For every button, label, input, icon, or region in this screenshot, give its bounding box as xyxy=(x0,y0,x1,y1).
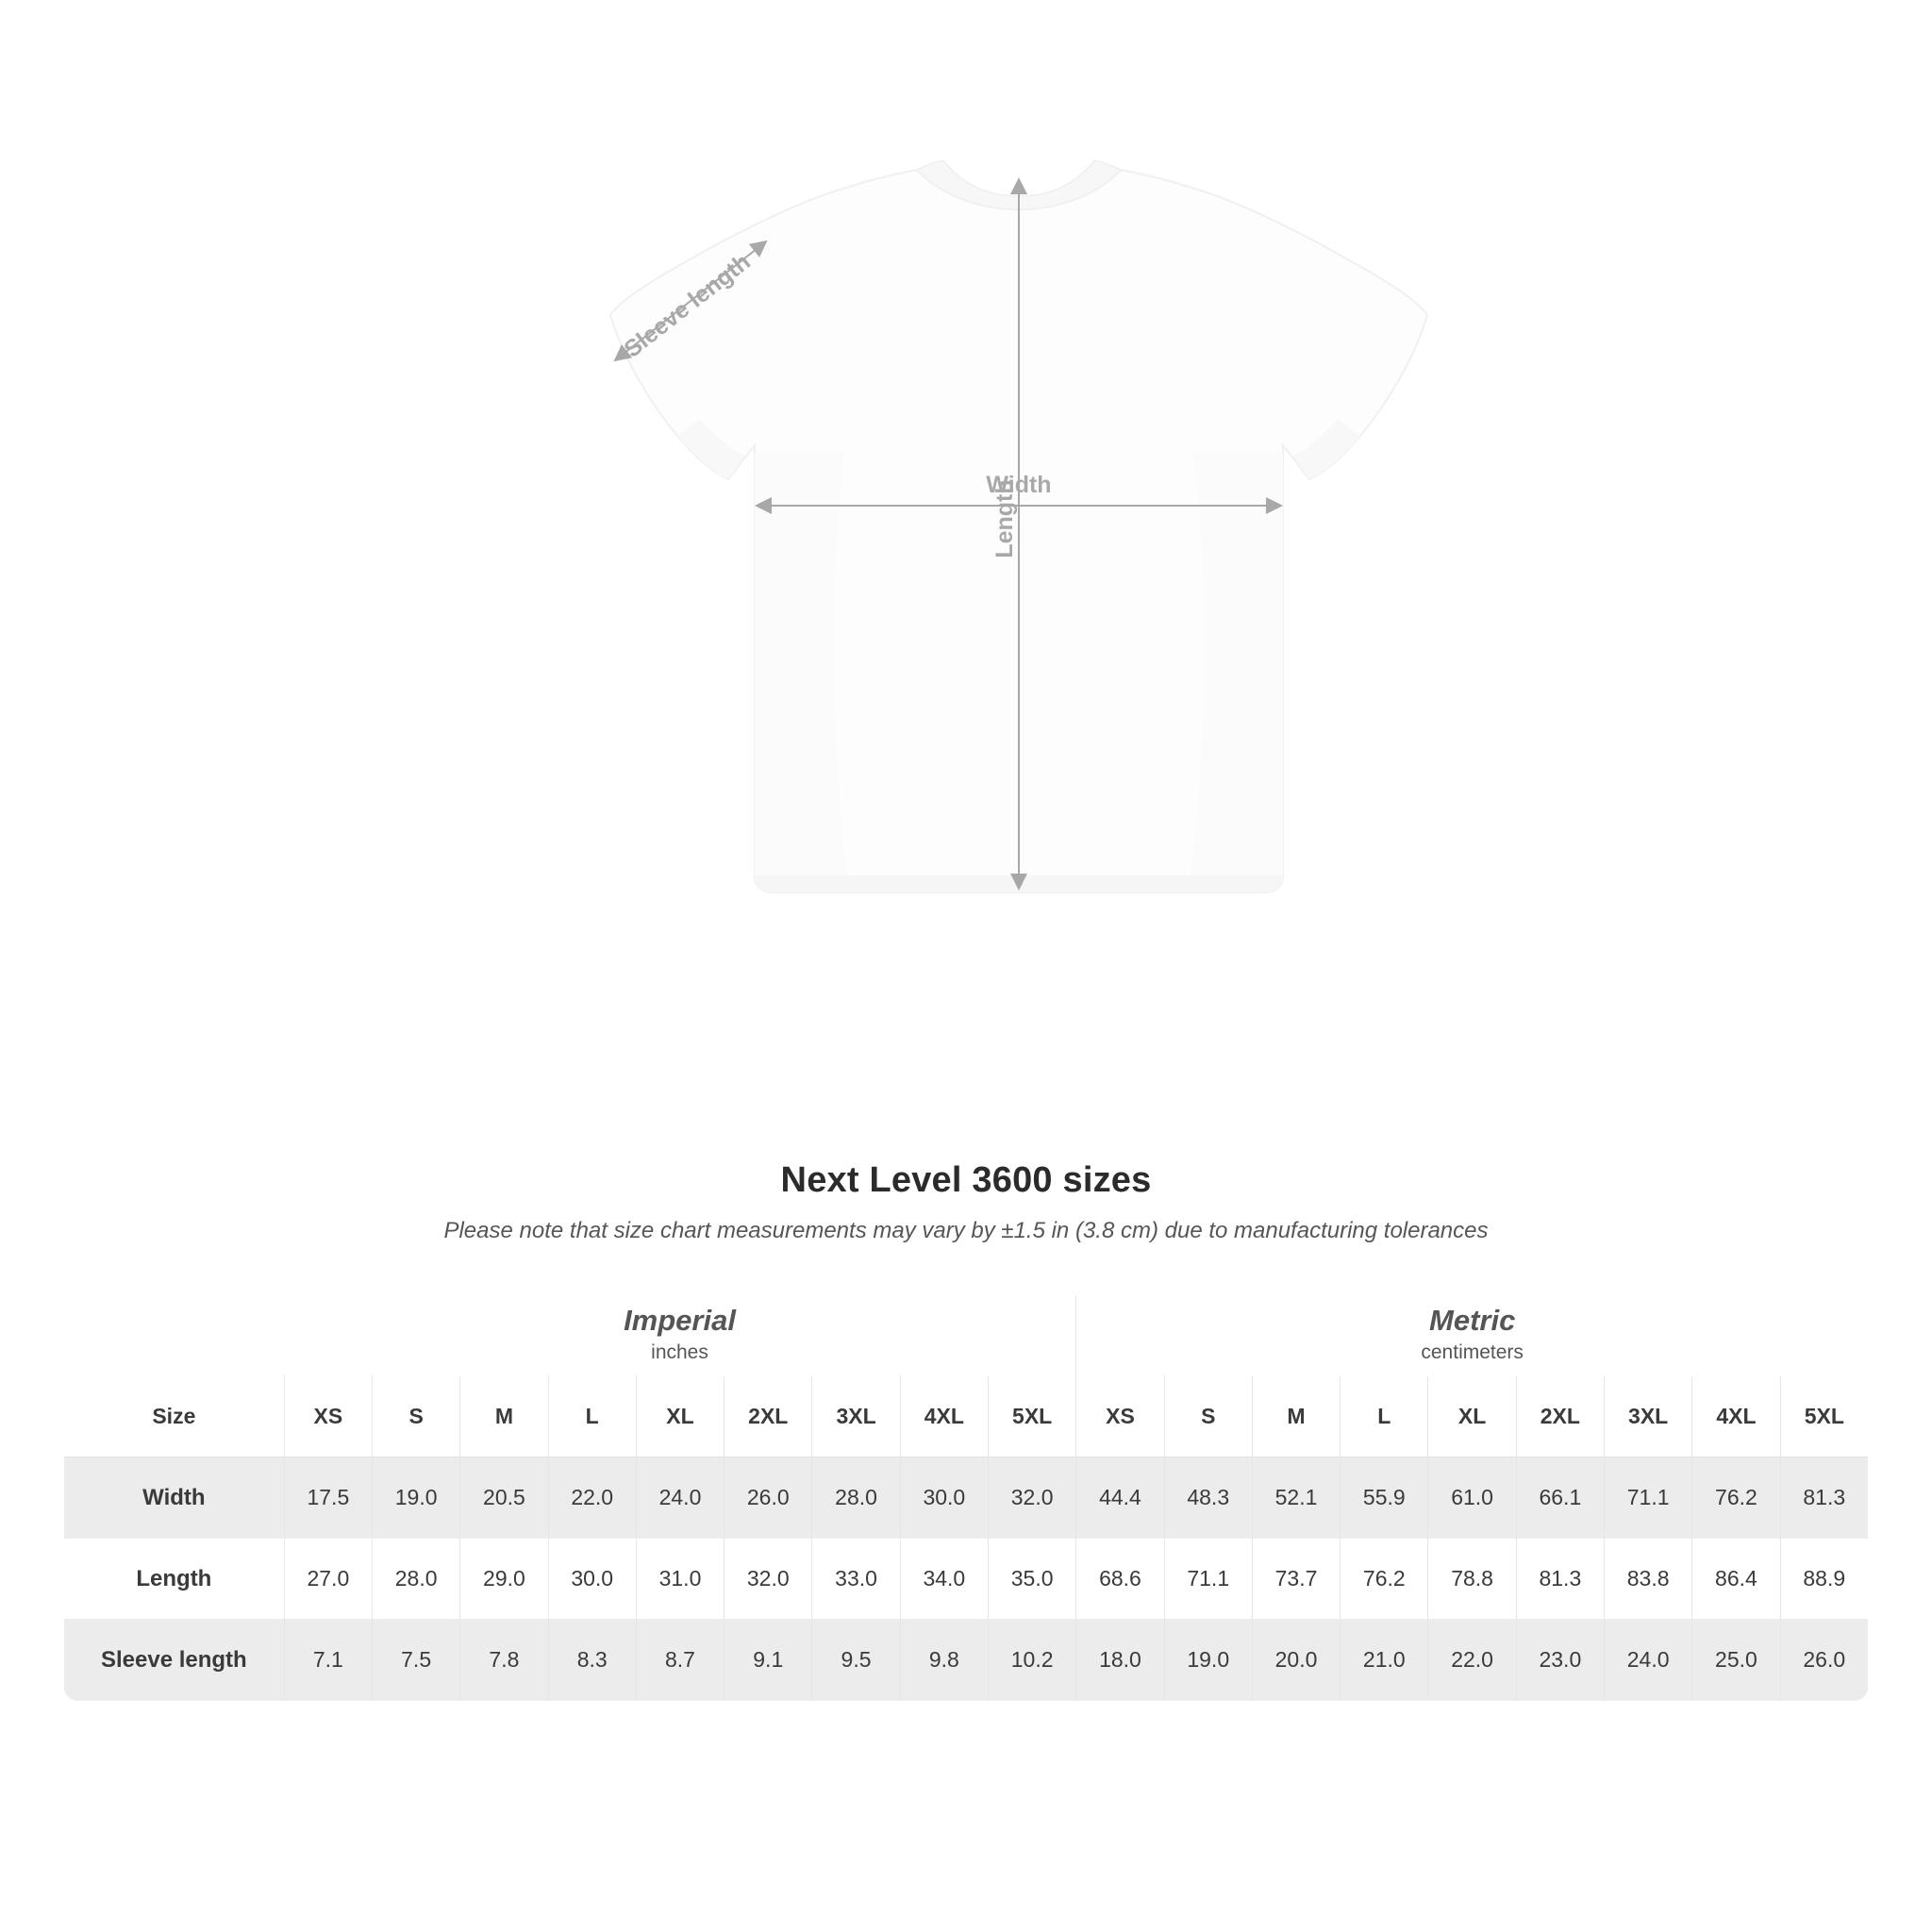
cell-width-2: 20.5 xyxy=(459,1457,547,1539)
unit-group-imperial xyxy=(284,1295,1076,1376)
size-col-m-metric: M xyxy=(1252,1376,1340,1457)
cell-sleeve-7: 9.8 xyxy=(900,1620,988,1701)
cell-width-6: 28.0 xyxy=(811,1457,899,1539)
cell-length-5: 32.0 xyxy=(724,1539,811,1620)
cell-length-14: 81.3 xyxy=(1516,1539,1604,1620)
size-col-l-imperial: L xyxy=(548,1376,636,1457)
cell-length-6: 33.0 xyxy=(811,1539,899,1620)
cell-length-3: 30.0 xyxy=(548,1539,636,1620)
cell-width-4: 24.0 xyxy=(636,1457,724,1539)
cell-length-11: 73.7 xyxy=(1252,1539,1340,1620)
cell-sleeve-2: 7.8 xyxy=(459,1620,547,1701)
cell-sleeve-13: 22.0 xyxy=(1427,1620,1515,1701)
size-col-2xl-imperial: 2XL xyxy=(724,1376,811,1457)
unit-header-row xyxy=(64,1295,1868,1376)
cell-sleeve-3: 8.3 xyxy=(548,1620,636,1701)
cell-length-1: 28.0 xyxy=(372,1539,459,1620)
cell-length-7: 34.0 xyxy=(900,1539,988,1620)
cell-length-13: 78.8 xyxy=(1427,1539,1515,1620)
cell-width-3: 22.0 xyxy=(548,1457,636,1539)
size-col-l-metric: L xyxy=(1340,1376,1427,1457)
cell-sleeve-4: 8.7 xyxy=(636,1620,724,1701)
size-table-wrapper xyxy=(64,1295,1868,1701)
cell-length-9: 68.6 xyxy=(1075,1539,1163,1620)
length-label: Length xyxy=(991,479,1018,558)
cell-width-14: 66.1 xyxy=(1516,1457,1604,1539)
cell-width-0: 17.5 xyxy=(284,1457,372,1539)
cell-width-15: 71.1 xyxy=(1604,1457,1691,1539)
cell-length-4: 31.0 xyxy=(636,1539,724,1620)
size-col-5xl-imperial: 5XL xyxy=(988,1376,1075,1457)
size-col-s-imperial: S xyxy=(372,1376,459,1457)
cell-length-16: 86.4 xyxy=(1691,1539,1779,1620)
unit-group-imperial-name: Imperial xyxy=(624,1304,736,1338)
cell-sleeve-1: 7.5 xyxy=(372,1620,459,1701)
size-col-3xl-metric: 3XL xyxy=(1604,1376,1691,1457)
size-col-4xl-imperial: 4XL xyxy=(900,1376,988,1457)
page-title: Next Level 3600 sizes xyxy=(780,1160,1152,1200)
table-row xyxy=(64,1539,1868,1620)
unit-group-imperial-sub: inches xyxy=(651,1341,708,1364)
cell-sleeve-5: 9.1 xyxy=(724,1620,811,1701)
cell-sleeve-16: 25.0 xyxy=(1691,1620,1779,1701)
cell-sleeve-6: 9.5 xyxy=(811,1620,899,1701)
title-block xyxy=(0,1160,1932,1244)
size-col-4xl-metric: 4XL xyxy=(1691,1376,1779,1457)
cell-width-8: 32.0 xyxy=(988,1457,1075,1539)
size-col-3xl-imperial: 3XL xyxy=(811,1376,899,1457)
sleeve-length-label: Sleeve length xyxy=(619,248,756,363)
cell-width-10: 48.3 xyxy=(1164,1457,1252,1539)
cell-width-17: 81.3 xyxy=(1780,1457,1868,1539)
size-col-m-imperial: M xyxy=(459,1376,547,1457)
tshirt-diagram xyxy=(358,142,1585,1113)
size-col-5xl-metric: 5XL xyxy=(1780,1376,1868,1457)
page-subtitle: Please note that size chart measurements may vary by ±1.5 in (3.8 cm) due to manufacturing tolerances xyxy=(443,1218,1489,1243)
table-row xyxy=(64,1620,1868,1701)
size-col-s-metric: S xyxy=(1164,1376,1252,1457)
cell-length-8: 35.0 xyxy=(988,1539,1075,1620)
size-col-xs-metric: XS xyxy=(1075,1376,1163,1457)
row-label-width: Width xyxy=(64,1457,284,1539)
cell-width-12: 55.9 xyxy=(1340,1457,1427,1539)
size-col-xl-imperial: XL xyxy=(636,1376,724,1457)
cell-sleeve-10: 19.0 xyxy=(1164,1620,1252,1701)
row-header-size: Size xyxy=(64,1376,284,1457)
unit-group-metric xyxy=(1075,1295,1868,1376)
cell-width-16: 76.2 xyxy=(1691,1457,1779,1539)
cell-length-12: 76.2 xyxy=(1340,1539,1427,1620)
row-label-sleeve-length: Sleeve length xyxy=(64,1620,284,1701)
unit-group-metric-name: Metric xyxy=(1429,1304,1516,1338)
cell-sleeve-12: 21.0 xyxy=(1340,1620,1427,1701)
cell-length-2: 29.0 xyxy=(459,1539,547,1620)
cell-length-15: 83.8 xyxy=(1604,1539,1691,1620)
size-col-xl-metric: XL xyxy=(1427,1376,1515,1457)
unit-header-spacer xyxy=(64,1295,284,1376)
cell-sleeve-14: 23.0 xyxy=(1516,1620,1604,1701)
cell-sleeve-0: 7.1 xyxy=(284,1620,372,1701)
size-col-xs-imperial: XS xyxy=(284,1376,372,1457)
width-label: Width xyxy=(986,472,1052,498)
cell-length-10: 71.1 xyxy=(1164,1539,1252,1620)
cell-width-7: 30.0 xyxy=(900,1457,988,1539)
cell-width-13: 61.0 xyxy=(1427,1457,1515,1539)
unit-group-metric-sub: centimeters xyxy=(1421,1341,1524,1364)
size-col-2xl-metric: 2XL xyxy=(1516,1376,1604,1457)
cell-width-11: 52.1 xyxy=(1252,1457,1340,1539)
table-row xyxy=(64,1457,1868,1539)
cell-width-9: 44.4 xyxy=(1075,1457,1163,1539)
cell-length-0: 27.0 xyxy=(284,1539,372,1620)
size-header-row xyxy=(64,1376,1868,1457)
cell-sleeve-17: 26.0 xyxy=(1780,1620,1868,1701)
cell-length-17: 88.9 xyxy=(1780,1539,1868,1620)
cell-sleeve-11: 20.0 xyxy=(1252,1620,1340,1701)
row-label-length: Length xyxy=(64,1539,284,1620)
size-table xyxy=(64,1295,1868,1701)
cell-sleeve-15: 24.0 xyxy=(1604,1620,1691,1701)
cell-width-5: 26.0 xyxy=(724,1457,811,1539)
cell-width-1: 19.0 xyxy=(372,1457,459,1539)
cell-sleeve-9: 18.0 xyxy=(1075,1620,1163,1701)
cell-sleeve-8: 10.2 xyxy=(988,1620,1075,1701)
